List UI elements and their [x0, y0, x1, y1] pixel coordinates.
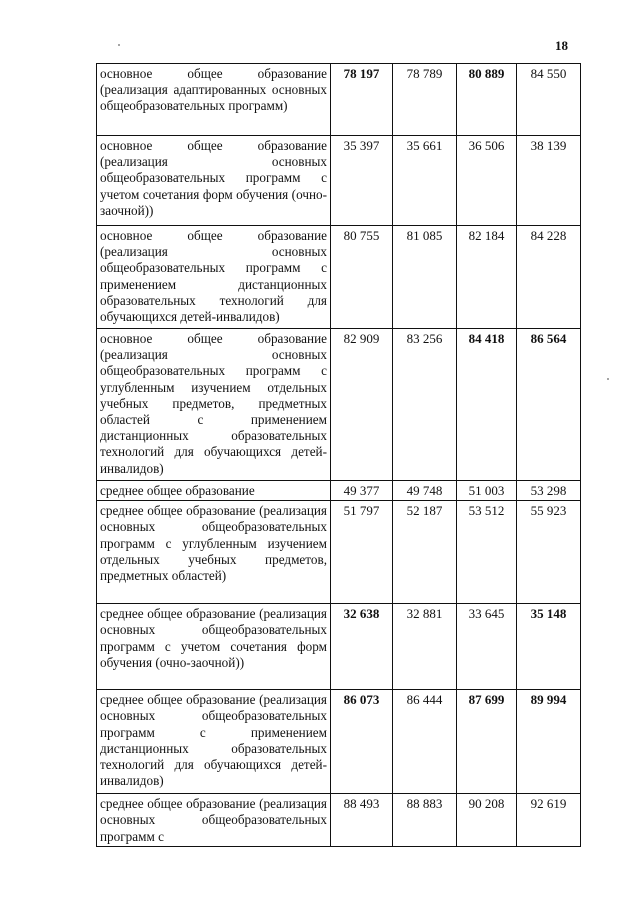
value-cell: 78 197: [331, 64, 393, 136]
table-body: [97, 64, 581, 847]
table-row: [97, 329, 581, 481]
table-row: [97, 481, 581, 501]
row-description: среднее общее образование (реализация основных общеобразовательных программ с учетом сочетания форм обучения (очно-заочной)): [97, 604, 331, 690]
row-description: среднее общее образование (реализация основных общеобразовательных программ с: [97, 794, 331, 847]
scan-speck: [607, 378, 609, 380]
value-cell: 88 883: [393, 794, 457, 847]
value-cell: 80 755: [331, 226, 393, 329]
value-cell: 84 550: [517, 64, 581, 136]
table-row: [97, 604, 581, 690]
value-cell: 89 994: [517, 690, 581, 794]
page-number: 18: [555, 38, 568, 53]
value-cell: 78 789: [393, 64, 457, 136]
value-cell: 88 493: [331, 794, 393, 847]
value-cell: 35 661: [393, 136, 457, 226]
value-cell: 92 619: [517, 794, 581, 847]
row-description: основное общее образование (реализация основных общеобразовательных программ с применением дистанционных образовательных технологий для обучающихся детей-инвалидов): [97, 226, 331, 329]
table-row: [97, 690, 581, 794]
value-cell: 49 377: [331, 481, 393, 501]
value-cell: 36 506: [457, 136, 517, 226]
scan-speck: [118, 44, 120, 46]
table-row: [97, 794, 581, 847]
table-row: [97, 136, 581, 226]
value-cell: 81 085: [393, 226, 457, 329]
row-description: среднее общее образование (реализация основных общеобразовательных программ с применением дистанционных образовательных технологий для обучающихся детей-инвалидов): [97, 690, 331, 794]
value-cell: 86 073: [331, 690, 393, 794]
value-cell: 51 797: [331, 501, 393, 604]
value-cell: 84 418: [457, 329, 517, 481]
tuition-cost-table: [96, 63, 581, 847]
value-cell: 84 228: [517, 226, 581, 329]
value-cell: 35 397: [331, 136, 393, 226]
value-cell: 86 444: [393, 690, 457, 794]
value-cell: 55 923: [517, 501, 581, 604]
row-description: среднее общее образование: [97, 481, 331, 501]
value-cell: 82 184: [457, 226, 517, 329]
value-cell: 32 638: [331, 604, 393, 690]
row-description: среднее общее образование (реализация основных общеобразовательных программ с углубленным изучением отдельных учебных предметов, предметных областей): [97, 501, 331, 604]
table-row: [97, 226, 581, 329]
value-cell: 87 699: [457, 690, 517, 794]
value-cell: 52 187: [393, 501, 457, 604]
value-cell: 82 909: [331, 329, 393, 481]
value-cell: 32 881: [393, 604, 457, 690]
value-cell: 80 889: [457, 64, 517, 136]
value-cell: 53 298: [517, 481, 581, 501]
value-cell: 33 645: [457, 604, 517, 690]
row-description: основное общее образование (реализация адаптированных основных общеобразовательных программ): [97, 64, 331, 136]
table-row: [97, 64, 581, 136]
value-cell: 51 003: [457, 481, 517, 501]
value-cell: 35 148: [517, 604, 581, 690]
value-cell: 38 139: [517, 136, 581, 226]
row-description: основное общее образование (реализация основных общеобразовательных программ с углубленным изучением отдельных учебных предметов, предметных областей с применением дистанционных образовательных технологий для обучающихся детей-инвалидов): [97, 329, 331, 481]
value-cell: 90 208: [457, 794, 517, 847]
value-cell: 86 564: [517, 329, 581, 481]
table-row: [97, 501, 581, 604]
value-cell: 53 512: [457, 501, 517, 604]
row-description: основное общее образование (реализация основных общеобразовательных программ с учетом сочетания форм обучения (очно-заочной)): [97, 136, 331, 226]
value-cell: 83 256: [393, 329, 457, 481]
value-cell: 49 748: [393, 481, 457, 501]
